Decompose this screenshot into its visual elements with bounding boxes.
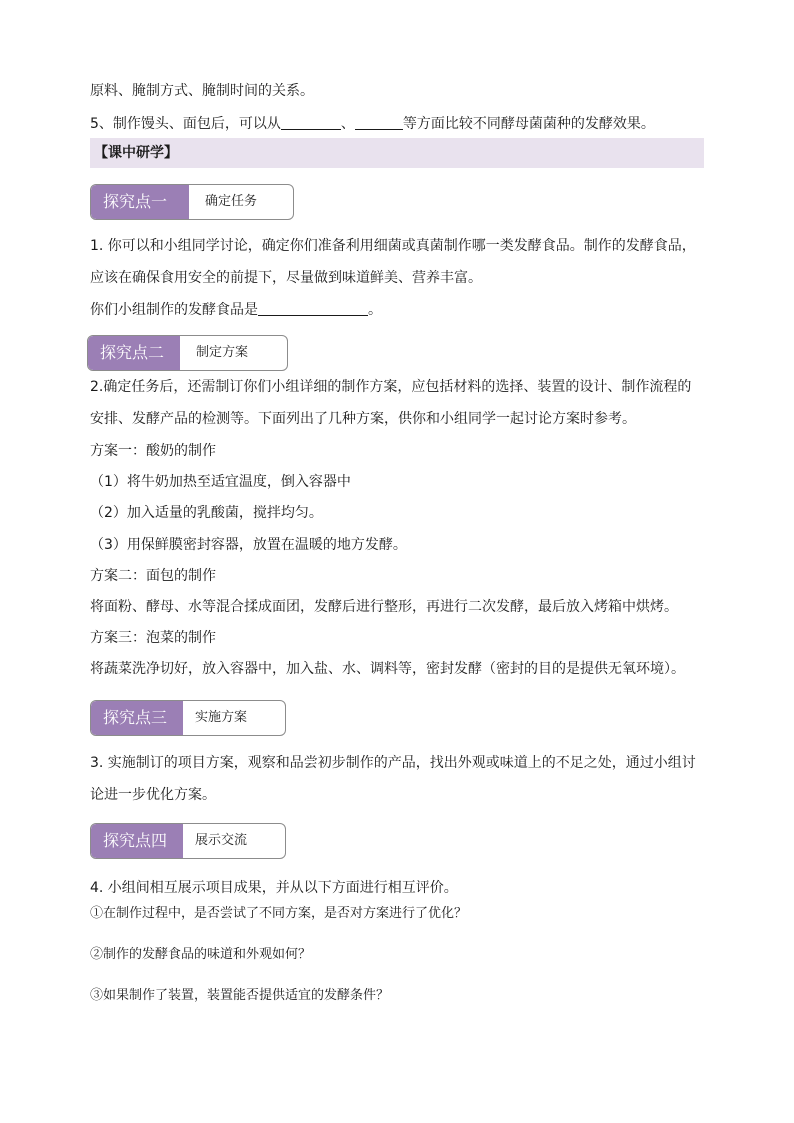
plan-1-step-1: （1）将牛奶加热至适宜温度，倒入容器中 [90,474,351,490]
point-1-tag [90,184,294,220]
point-3-tag [90,700,286,736]
plan-1-title: 方案一：酸奶的制作 [90,443,216,459]
evaluation-question-1: ①在制作过程中，是否尝试了不同方案，是否对方案进行了优化？ [90,906,468,921]
paragraph-2-line-2: 安排、发酵产品的检测等。下面列出了几种方案，供你和小组同学一起讨论方案时参考。 [90,411,636,427]
plan-2-title: 方案二：面包的制作 [90,568,216,584]
plan-1-step-2: （2）加入适量的乳酸菌，搅拌均匀。 [90,505,323,521]
point-3-title: 实施方案 [195,710,248,725]
answer-prompt: 你们小组制作的发酵食品是 [90,302,258,318]
evaluation-question-3: ③如果制作了装置，装置能否提供适宜的发酵条件？ [90,988,390,1003]
evaluation-question-2: ②制作的发酵食品的味道和外观如何？ [90,947,312,962]
plan-3-text: 将蔬菜洗净切好，放入容器中，加入盐、水、调料等，密封发酵（密封的目的是提供无氧环境）。 [90,661,685,677]
text-line: 原料、腌制方式、腌制时间的关系。 [90,83,314,99]
answer-blank[interactable] [281,115,341,130]
question-5-separator: 、 [340,116,355,132]
paragraph-3-line-1: 3. 实施制订的项目方案，观察和品尝初步制作的产品，找出外观或味道上的不足之处，通过小组讨 [90,755,696,771]
paragraph-3-line-2: 论进一步优化方案。 [90,787,216,803]
point-2-tag [87,335,288,371]
point-2-title: 制定方案 [196,345,249,360]
question-5-text-end: 等方面比较不同酵母菌菌种的发酵效果。 [402,116,655,132]
point-4-title: 展示交流 [195,833,248,848]
plan-3-title: 方案三：泡菜的制作 [90,630,216,646]
paragraph-1-line-1: 1. 你可以和小组同学讨论，确定你们准备利用细菌或真菌制作哪一类发酵食品。制作的发酵食品， [90,238,696,254]
answer-blank[interactable] [355,115,403,130]
point-3-label: 探究点三 [91,701,183,735]
paragraph-4-line-1: 4. 小组间相互展示项目成果，并从以下方面进行相互评价。 [90,880,458,896]
point-4-tag [90,823,286,859]
plan-1-step-3: （3）用保鲜膜密封容器，放置在温暖的地方发酵。 [90,537,407,553]
paragraph-1-line-3 [90,300,382,320]
point-2-label: 探究点二 [88,336,180,370]
point-1-title: 确定任务 [205,194,258,209]
paragraph-1-line-2: 应该在确保食用安全的前提下，尽量做到味道鲜美、营养丰富。 [90,270,482,286]
question-5-text: 5、制作馒头、面包后，可以从 [90,116,281,132]
plan-2-text: 将面粉、酵母、水等混合揉成面团，发酵后进行整形，再进行二次发酵，最后放入烤箱中烘烤。 [90,599,678,615]
answer-blank[interactable] [258,301,368,316]
point-4-label: 探究点四 [91,824,183,858]
answer-end: 。 [368,302,382,318]
section-title: 【课中研学】 [94,145,178,161]
section-header [90,138,704,168]
point-1-label: 探究点一 [91,185,189,219]
question-5 [90,114,655,134]
paragraph-2-line-1: 2.确定任务后，还需制订你们小组详细的制作方案，应包括材料的选择、装置的设计、制作流程的 [90,379,692,395]
